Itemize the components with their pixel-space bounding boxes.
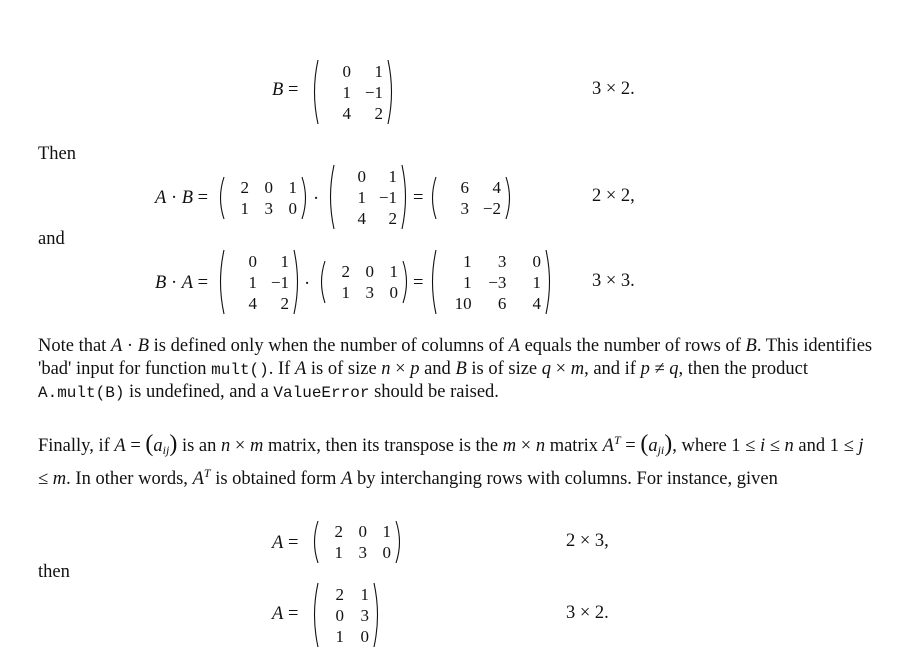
matrix-cell: 0 xyxy=(382,543,391,562)
right-paren xyxy=(401,260,411,304)
matrix-cell: 1 xyxy=(382,522,391,541)
matrix-cell: 1 xyxy=(280,251,289,271)
eq-a-lhs: A = xyxy=(272,533,299,553)
matrix-cell: 6 xyxy=(497,293,507,313)
dot-operator: · xyxy=(304,274,311,294)
matrix-cell: 2 xyxy=(388,208,397,228)
matrix-cell: 4 xyxy=(342,103,351,123)
matrix-grid xyxy=(337,164,399,230)
matrix-cell: 4 xyxy=(248,293,257,313)
matrix-a-transpose xyxy=(310,582,382,648)
matrix-cell: −1 xyxy=(270,272,289,292)
matrix-cell: 1 xyxy=(335,626,344,646)
matrix-cell: 0 xyxy=(288,199,297,218)
left-paren xyxy=(310,520,320,564)
matrix-cell: 1 xyxy=(248,272,257,292)
equals-sign: = xyxy=(413,273,424,293)
matrix-cell: 0 xyxy=(342,61,351,81)
eq-ba-lhs: B · A = xyxy=(155,273,209,293)
matrix-cell: 4 xyxy=(492,178,501,197)
matrix-grid xyxy=(321,59,385,125)
matrix-grid xyxy=(439,249,543,315)
matrix-grid xyxy=(439,176,503,220)
right-paren xyxy=(400,164,410,230)
matrix-cell: 4 xyxy=(532,293,541,313)
matrix-cell: −1 xyxy=(378,187,397,207)
code-a-mult-b: A.mult(B) xyxy=(38,384,125,402)
matrix-cell: 0 xyxy=(358,522,367,541)
matrix-b-in-ba xyxy=(216,249,302,315)
eq-b-size: 3 × 2. xyxy=(592,79,635,99)
matrix-cell: 1 xyxy=(463,251,472,271)
left-paren xyxy=(310,59,320,125)
right-paren xyxy=(386,59,396,125)
matrix-cell: 1 xyxy=(341,283,350,302)
matrix-cell: 1 xyxy=(357,187,366,207)
left-paren xyxy=(310,582,320,648)
left-paren xyxy=(216,176,226,220)
matrix-cell: 0 xyxy=(248,251,257,271)
right-paren xyxy=(504,176,514,220)
matrix-cell: 10 xyxy=(454,293,472,313)
left-paren xyxy=(326,164,336,230)
eq-a-size: 2 × 3, xyxy=(566,531,609,551)
eq-ab-size: 2 × 2, xyxy=(592,186,635,206)
matrix-cell: 1 xyxy=(334,543,343,562)
matrix-b xyxy=(310,59,396,125)
matrix-cell: 3 xyxy=(365,283,374,302)
matrix-grid xyxy=(328,260,400,304)
matrix-cell: 0 xyxy=(532,251,541,271)
matrix-ba-result xyxy=(428,249,554,315)
matrix-cell: 3 xyxy=(264,199,273,218)
matrix-grid xyxy=(227,176,299,220)
matrix-cell: 2 xyxy=(240,178,249,197)
eq-at-size: 3 × 2. xyxy=(566,603,609,623)
matrix-ab-result xyxy=(428,176,514,220)
dot-operator: · xyxy=(313,189,320,209)
paragraph-transpose: Finally, if $A = (a_{ij})$ is an n × m matrix, then its transpose is the m × n matrix $A^T = (a_{ji})$, where 1 ≤ i ≤ n and 1 ≤ j ≤ m. In other words, $A^T$ is obtained form A by interchanging rows with columns. For instance, given xyxy=(38,431,864,489)
eq-ab-lhs: A · B = xyxy=(155,188,209,208)
right-paren xyxy=(292,249,302,315)
matrix-cell: −3 xyxy=(488,272,507,292)
left-paren xyxy=(428,249,438,315)
matrix-a-in-ab xyxy=(216,176,310,220)
matrix-cell: 0 xyxy=(357,166,366,186)
left-paren xyxy=(428,176,438,220)
paragraph-definition: Note that A · B is defined only when the number of columns of A equals the number of rows of B. This identifies 'bad' input for function mult(). If A is of size n × p and B is of size q × m, and if p ≠ q, then the product A.mult(B) is undefined, and a ValueError should be raised. xyxy=(38,336,873,402)
right-paren xyxy=(372,582,382,648)
matrix-cell: 2 xyxy=(280,293,289,313)
matrix-cell: 1 xyxy=(360,584,369,604)
matrix-a xyxy=(310,520,404,564)
matrix-cell: 2 xyxy=(335,584,344,604)
matrix-b-in-ab xyxy=(326,164,410,230)
matrix-cell: 2 xyxy=(334,522,343,541)
matrix-cell: 1 xyxy=(374,61,383,81)
matrix-a-in-ba xyxy=(317,260,411,304)
code-valueerror: ValueError xyxy=(273,384,370,402)
matrix-cell: 1 xyxy=(240,199,249,218)
matrix-cell: 0 xyxy=(335,605,344,625)
matrix-cell: 6 xyxy=(460,178,469,197)
code-mult: mult() xyxy=(211,360,269,379)
matrix-cell: 3 xyxy=(360,605,369,625)
matrix-cell: 0 xyxy=(389,283,398,302)
left-paren xyxy=(216,249,226,315)
left-paren xyxy=(317,260,327,304)
then-label-2: then xyxy=(38,562,70,582)
matrix-cell: 0 xyxy=(360,626,369,646)
matrix-grid xyxy=(227,249,291,315)
eq-ba-size: 3 × 3. xyxy=(592,271,635,291)
matrix-cell: 1 xyxy=(532,272,541,292)
matrix-cell: 0 xyxy=(365,262,374,281)
matrix-cell: 3 xyxy=(497,251,507,271)
eq-b-lhs: B = xyxy=(272,80,299,100)
matrix-cell: 1 xyxy=(463,272,472,292)
right-paren xyxy=(544,249,554,315)
right-paren xyxy=(300,176,310,220)
matrix-cell: 4 xyxy=(357,208,366,228)
matrix-cell: 3 xyxy=(460,199,469,218)
right-paren xyxy=(394,520,404,564)
matrix-cell: 1 xyxy=(389,262,398,281)
equals-sign: = xyxy=(413,188,424,208)
matrix-cell: 1 xyxy=(342,82,351,102)
eq-at-lhs: A = xyxy=(272,604,299,624)
matrix-cell: 1 xyxy=(288,178,297,197)
matrix-cell: 2 xyxy=(341,262,350,281)
matrix-cell: 2 xyxy=(374,103,383,123)
matrix-grid xyxy=(321,582,371,648)
matrix-grid xyxy=(321,520,393,564)
matrix-cell: −2 xyxy=(482,199,501,218)
and-label: and xyxy=(38,229,65,249)
matrix-cell: 0 xyxy=(264,178,273,197)
then-label: Then xyxy=(38,144,77,164)
matrix-cell: 1 xyxy=(388,166,397,186)
matrix-cell: 3 xyxy=(358,543,367,562)
matrix-cell: −1 xyxy=(364,82,383,102)
